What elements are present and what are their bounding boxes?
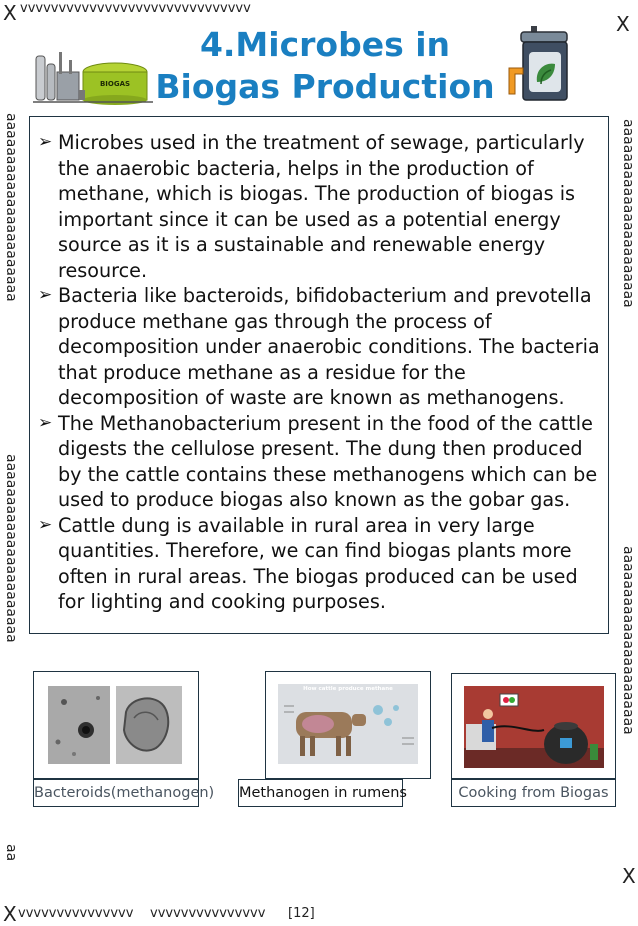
arrow-bullet-icon: ➢ [38,132,53,152]
infographic-title: How cattle produce methane [303,686,393,692]
bullet-text: Bacteria like bacteroids, bifidobacterium and prevotella produce methane gas through the process of decomposition under anaerobic conditions. The bacteria that produce methane as a residue for the decomposition of waste are known as methanogens. [58,284,600,409]
top-wave-text: vvvvvvvvvvvvvvvvvvvvvvvvvvvvvv [20,1,251,16]
corner-x-top-left: X [3,1,17,25]
caption-methanogen-rumens: Methanogen in rumens [238,779,403,807]
right-vertical-text-2: aaaaaaaaaaaaaaaaaaaaaa [620,546,636,735]
biogas-plant-illustration [33,46,153,108]
biogas-tank-label: BIOGAS [99,80,131,88]
left-bottom-text: aa [3,844,19,862]
bottom-wave-text-1: vvvvvvvvvvvvvvv [18,906,134,921]
bullet-item [36,283,606,411]
arrow-bullet-icon: ➢ [38,514,53,535]
left-vertical-text-2: aaaaaaaaaaaaaaaaaaaaaa [3,454,19,643]
bottom-wave-text-2: vvvvvvvvvvvvvvv [150,906,266,921]
arrow-bullet-icon: ➢ [38,285,53,305]
bullet-item [36,130,606,283]
cooking-image-frame [451,673,616,779]
bullet-item [36,411,606,513]
bacteria-micrograph-image [34,672,197,777]
left-vertical-text-1: aaaaaaaaaaaaaaaaaaaaaa [3,113,19,302]
bullet-list [36,130,606,615]
bullet-text: Microbes used in the treatment of sewage, particularly the anaerobic bacteria, helps in the production of methane, which is biogas. The production of biogas is important since it can be used as a potential energy source as it is a sustainable and renewable energy resource. [58,131,585,282]
corner-x-top-right: X [616,12,630,36]
cattle-image-frame [265,671,431,779]
right-vertical-text-1: aaaaaaaaaaaaaaaaaaaaaa [620,119,636,308]
caption-bacteroids: Bacteroids(methanogen) [33,779,199,807]
bullet-text: Cattle dung is available in rural area in very large quantities. Therefore, we can find biogas plants more often in rural areas. The biogas produced can be used for lighting and cooking purposes. [58,513,578,613]
corner-x-bottom-right: X [622,864,636,888]
title-line-1: 4.Microbes in [199,25,451,64]
biogas-digester-icon [507,24,583,106]
title-line-2: Biogas Production [155,67,495,106]
bullet-text: The Methanobacterium present in the food of the cattle digests the cellulose present. The dung then produced by the cattle contains these methanogens which can be used to produce biogas also known as the gobar gas. [58,411,598,511]
page-title [150,24,500,108]
caption-cooking-biogas: Cooking from Biogas [451,779,616,807]
bullet-item [36,513,606,615]
arrow-bullet-icon: ➢ [38,412,53,433]
cooking-biogas-illustration [452,674,614,777]
bacteroids-image-frame [33,671,199,779]
corner-x-bottom-left: X [3,902,17,926]
page-number: [12] [288,906,315,921]
